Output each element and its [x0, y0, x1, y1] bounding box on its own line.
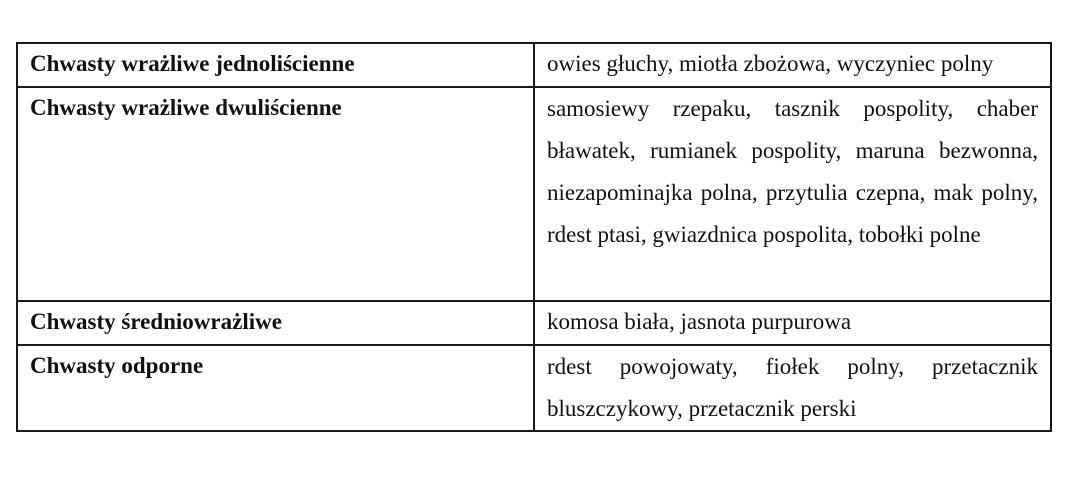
- table-row: [17, 87, 1051, 301]
- row-label: Chwasty wrażliwe jednoliścienne: [17, 43, 534, 87]
- weed-sensitivity-table: [16, 42, 1052, 432]
- row-label: Chwasty wrażliwe dwuliścienne: [17, 87, 534, 301]
- table-row: [17, 301, 1051, 345]
- table-row: [17, 43, 1051, 87]
- row-value: komosa biała, jasnota purpurowa: [534, 301, 1051, 345]
- row-label: Chwasty odporne: [17, 345, 534, 431]
- row-value: owies głuchy, miotła zbożowa, wyczyniec polny: [534, 43, 1051, 87]
- table-row: [17, 345, 1051, 431]
- row-value: samosiewy rzepaku, tasznik pospolity, chaber bławatek, rumianek pospolity, maruna bezwonna, niezapominajka polna, przytulia czepna, mak polny, rdest ptasi, gwiazdnica pospolita, tobołki polne: [534, 87, 1051, 301]
- row-label: Chwasty średniowrażliwe: [17, 301, 534, 345]
- row-value: rdest powojowaty, fiołek polny, przetacznik bluszczykowy, przetacznik perski: [534, 345, 1051, 431]
